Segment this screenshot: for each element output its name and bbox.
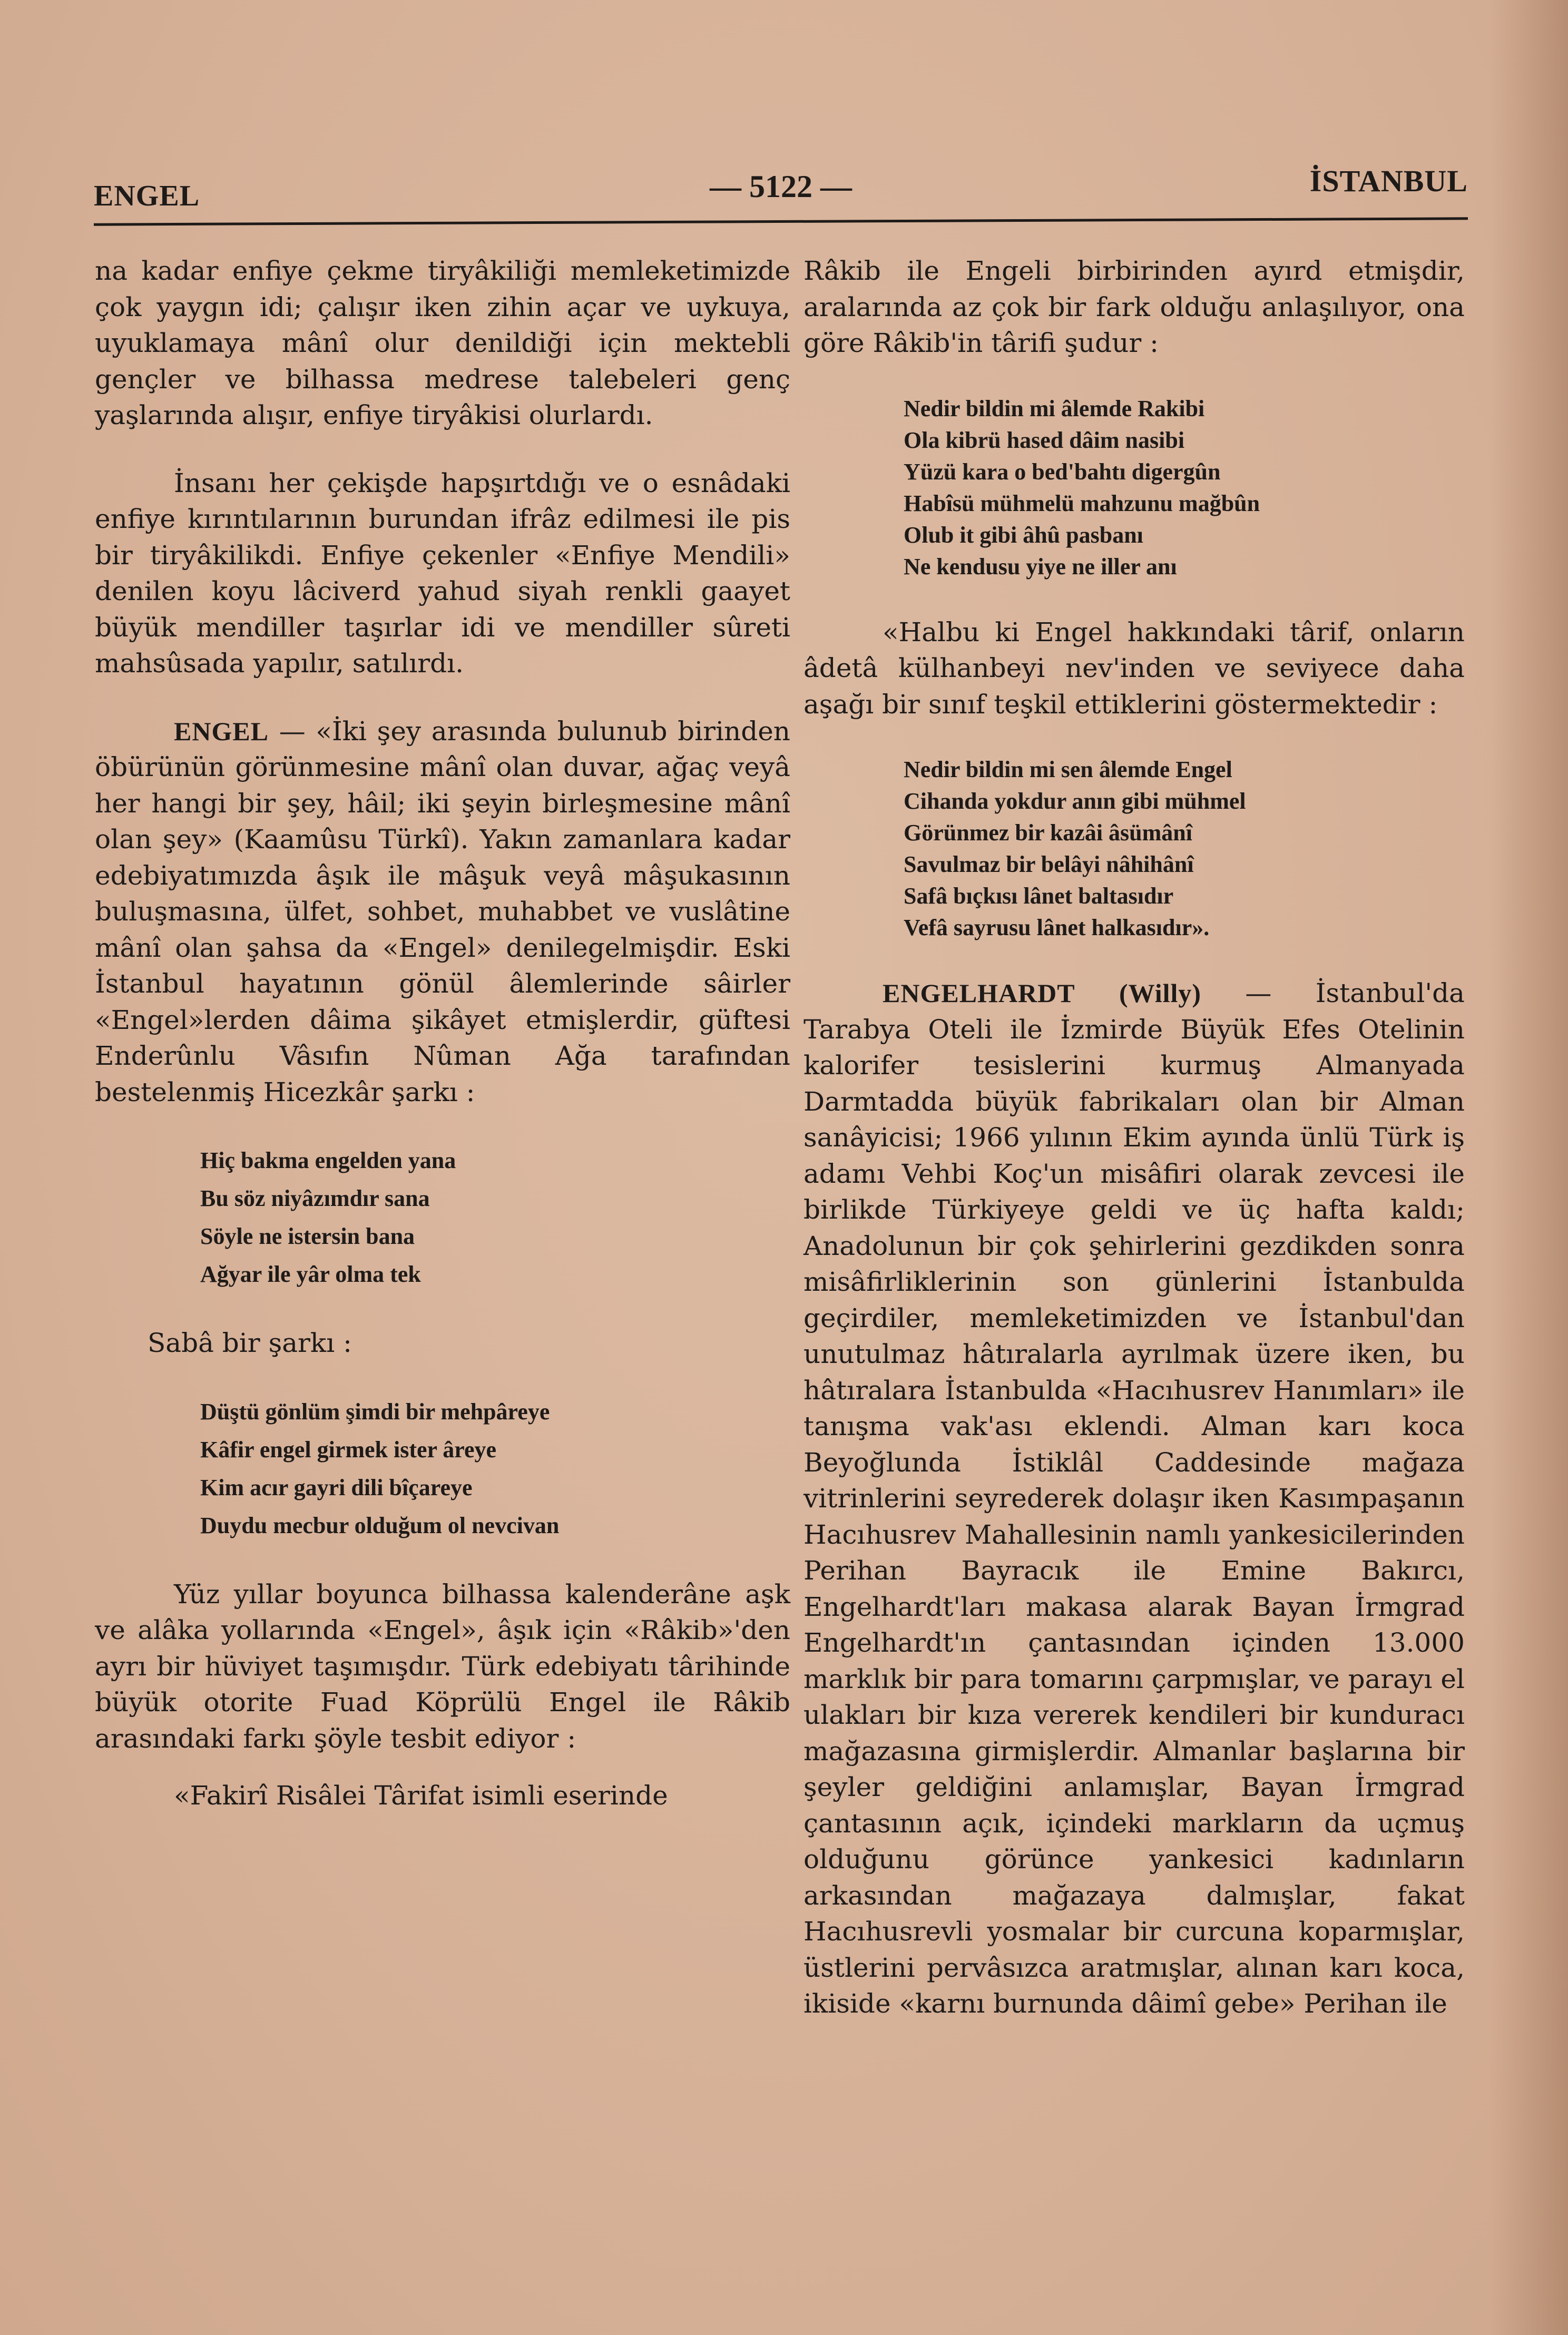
poem-line: Düştü gönlüm şimdi bir mehpâreye (200, 1398, 550, 1425)
poem-line: Savulmaz bir belâyi nâhihânî (904, 851, 1194, 877)
poem-engel (803, 754, 1465, 944)
poem-hicezkar (95, 1142, 790, 1293)
paragraph-fakiri-quote: «Fakirî Risâlei Târifat isimli eserinde (174, 1780, 668, 1811)
entry-engel (95, 713, 790, 1111)
entry-qualifier: (Willy) (1119, 978, 1202, 1008)
paragraph-enfiye-continued: na kadar enfiye çekme tiryâkiliği memleketimizde çok yaygın idi; çalışır iken zihin açar ve uykuya, uyuklamaya mânî olur denildiği için mektebli gençler ve bilhassa medrese talebeleri genç yaşlarında alışır, enfiye tiryâkisi olurlardı. (95, 256, 790, 430)
entry-headword: ENGEL (174, 716, 269, 746)
poem-rakib (803, 393, 1465, 583)
paragraph-rakib-definition: Râkib ile Engeli birbirinden ayırd etmişdir, aralarında az çok bir fark olduğu anlaşılıyor, ona göre Râkib'in târifi şudur : (803, 256, 1465, 358)
poem-line: Nedir bildin mi âlemde Rakibi (904, 395, 1205, 421)
poem-line: Hiç bakma engelden yana (200, 1147, 456, 1173)
poem-line: Habîsü mühmelü mahzunu mağbûn (904, 490, 1260, 516)
poem-line: Ola kibrü hased dâim nasibi (904, 427, 1185, 453)
right-column (803, 253, 1465, 2022)
saba-intro: Sabâ bir şarkı : (148, 1328, 352, 1358)
poem-line: Nedir bildin mi sen âlemde Engel (904, 757, 1232, 782)
header-rule (94, 217, 1468, 225)
left-column (95, 253, 790, 1814)
header-first-keyword: ENGEL (94, 180, 200, 212)
poem-line: Cihanda yokdur anın gibi mühmel (904, 788, 1246, 814)
paragraph-engel-definition: «Halbu ki Engel hakkındaki târif, onların âdetâ külhanbeyi nev'inden ve seviyece daha aşağı bir sınıf teşkil ettiklerini göstermektedir : (803, 616, 1465, 720)
poem-line: Ne kendusu yiye ne iller anı (904, 553, 1177, 580)
poem-line: Olub it gibi âhû pasbanı (904, 522, 1143, 548)
header-last-keyword: İSTANBUL (1309, 164, 1468, 198)
poem-line: Duydu mecbur olduğum ol nevcivan (200, 1512, 560, 1538)
poem-line: Kim acır gayri dili bîçareye (200, 1474, 473, 1500)
page-number: — 5122 — (710, 169, 852, 204)
poem-line: Bu söz niyâzımdır sana (200, 1185, 430, 1211)
entry-dash: — (1201, 978, 1316, 1008)
paragraph-enfiye-mendili: İnsanı her çekişde hapşırtdığı ve o esnâdaki enfiye kırıntılarının burundan ifrâz edilmesi ile pis bir tiryâkilikdi. Enfiye çekenler «Enfiye Mendili» denilen koyu lâciverd yahud siyah renkli gaayet büyük mendiller taşırlar idi ve mendiller sûreti mahsûsada yapılır, satılırdı. (95, 467, 790, 679)
running-header (94, 158, 1468, 227)
poem-line: Safâ bıçkısı lânet baltasıdır (904, 883, 1174, 909)
entry-text: «İki şey arasında bulunub birinden öbürünün görünmesine mânî olan duvar, ağaç veyâ her hangi bir şey, hâil; iki şeyin birleşmesine mânî olan şey» (Kaamûsu Türkî). Yakın zamanlara kadar edebiyatımızda âşık ile mâşuk veyâ mâşukasının buluşmasına, ülfet, sohbet, muhabbet ve vuslâtine mânî olan şahsa da «Engel» denilegelmişdir. Eski İstanbul hayatının gönül âlemlerinde sâirler «Engel»lerden dâima şikâyet etmişlerdir, güftesi Enderûnlu Vâsıfın Nûman Ağa tarafından bestelenmiş Hicezkâr şarkı : (95, 715, 790, 1107)
poem-line: Söyle ne istersin bana (200, 1223, 415, 1249)
poem-line: Vefâ sayrusu lânet halkasıdır». (904, 915, 1210, 940)
poem-line: Kâfir engel girmek ister âreye (200, 1436, 497, 1463)
entry-engelhardt (803, 975, 1465, 2022)
poem-saba (95, 1393, 790, 1545)
entry-headword: ENGELHARDT (883, 978, 1075, 1008)
poem-line: Yüzü kara o bed'bahtı digergûn (904, 458, 1221, 485)
poem-line: Görünmez bir kazâi âsümânî (904, 820, 1193, 846)
poem-line: Ağyar ile yâr olma tek (200, 1261, 421, 1287)
entry-dash: — (269, 715, 316, 747)
entry-text: İstanbul'da Tarabya Oteli ile İzmirde Büyük Efes Otelinin kalorifer tesislerini kurmuş Almanyada Darmtadda büyük fabrikaları olan bir Alman sanâyicisi; 1966 yılının Ekim ayında ünlü Türk iş adamı Vehbi Koç'un misâfiri olarak zevcesi ile birlikde Türkiyeye geldi ve üç hafta kaldı; Anadolunun bir çok şehirlerini gezdikden sonra misâfirliklerinin son günlerini İstanbulda geçirdiler, memleketimizden ve İstanbul'dan unutulmaz hâtıralarla ayrılmak üzere iken, bu hâtıralara İstanbulda «Hacıhusrev Hanımları» ile tanışma vak'ası eklendi. Alman karı koca Beyoğlunda İstiklâl Caddesinde mağaza vitrinlerini seyrederek dolaşır iken Kasımpaşanın Hacıhusrev Mahallesinin namlı yankesicilerinden Perihan Bayracık ile Emine Bakırcı, Engelhardt'ları makasa alarak Bayan İrmgrad Engelhardt'ın çantasından içinden 13.000 marklık bir para tomarını çarpmışlar, ve parayı el ulakları bir kıza vererek kendileri bir kunduracı mağazasına girmişlerdir. Almanlar başlarına bir şeyler geldiğini anlamışlar, Bayan İrmgrad çantasının açık, içindeki markların da uçmuş olduğunu görünce yankesici kadınların arkasından mağazaya dalmışlar, fakat Hacıhusrevli yosmalar bir curcuna koparmışlar, üstlerini pervâsızca aratmışlar, alınan karı koca, ikiside «karnı burnunda dâimî gebe» Perihan ile (803, 978, 1465, 2019)
paragraph-rakib-engel: Yüz yıllar boyunca bilhassa kalenderâne aşk ve alâka yollarında «Engel», âşık için «Râkib»'den ayrı bir hüviyet taşımışdır. Türk edebiyatı târihinde büyük otorite Fuad Köprülü Engel ile Râkib arasındaki farkı şöyle tesbit ediyor : (95, 1578, 790, 1754)
